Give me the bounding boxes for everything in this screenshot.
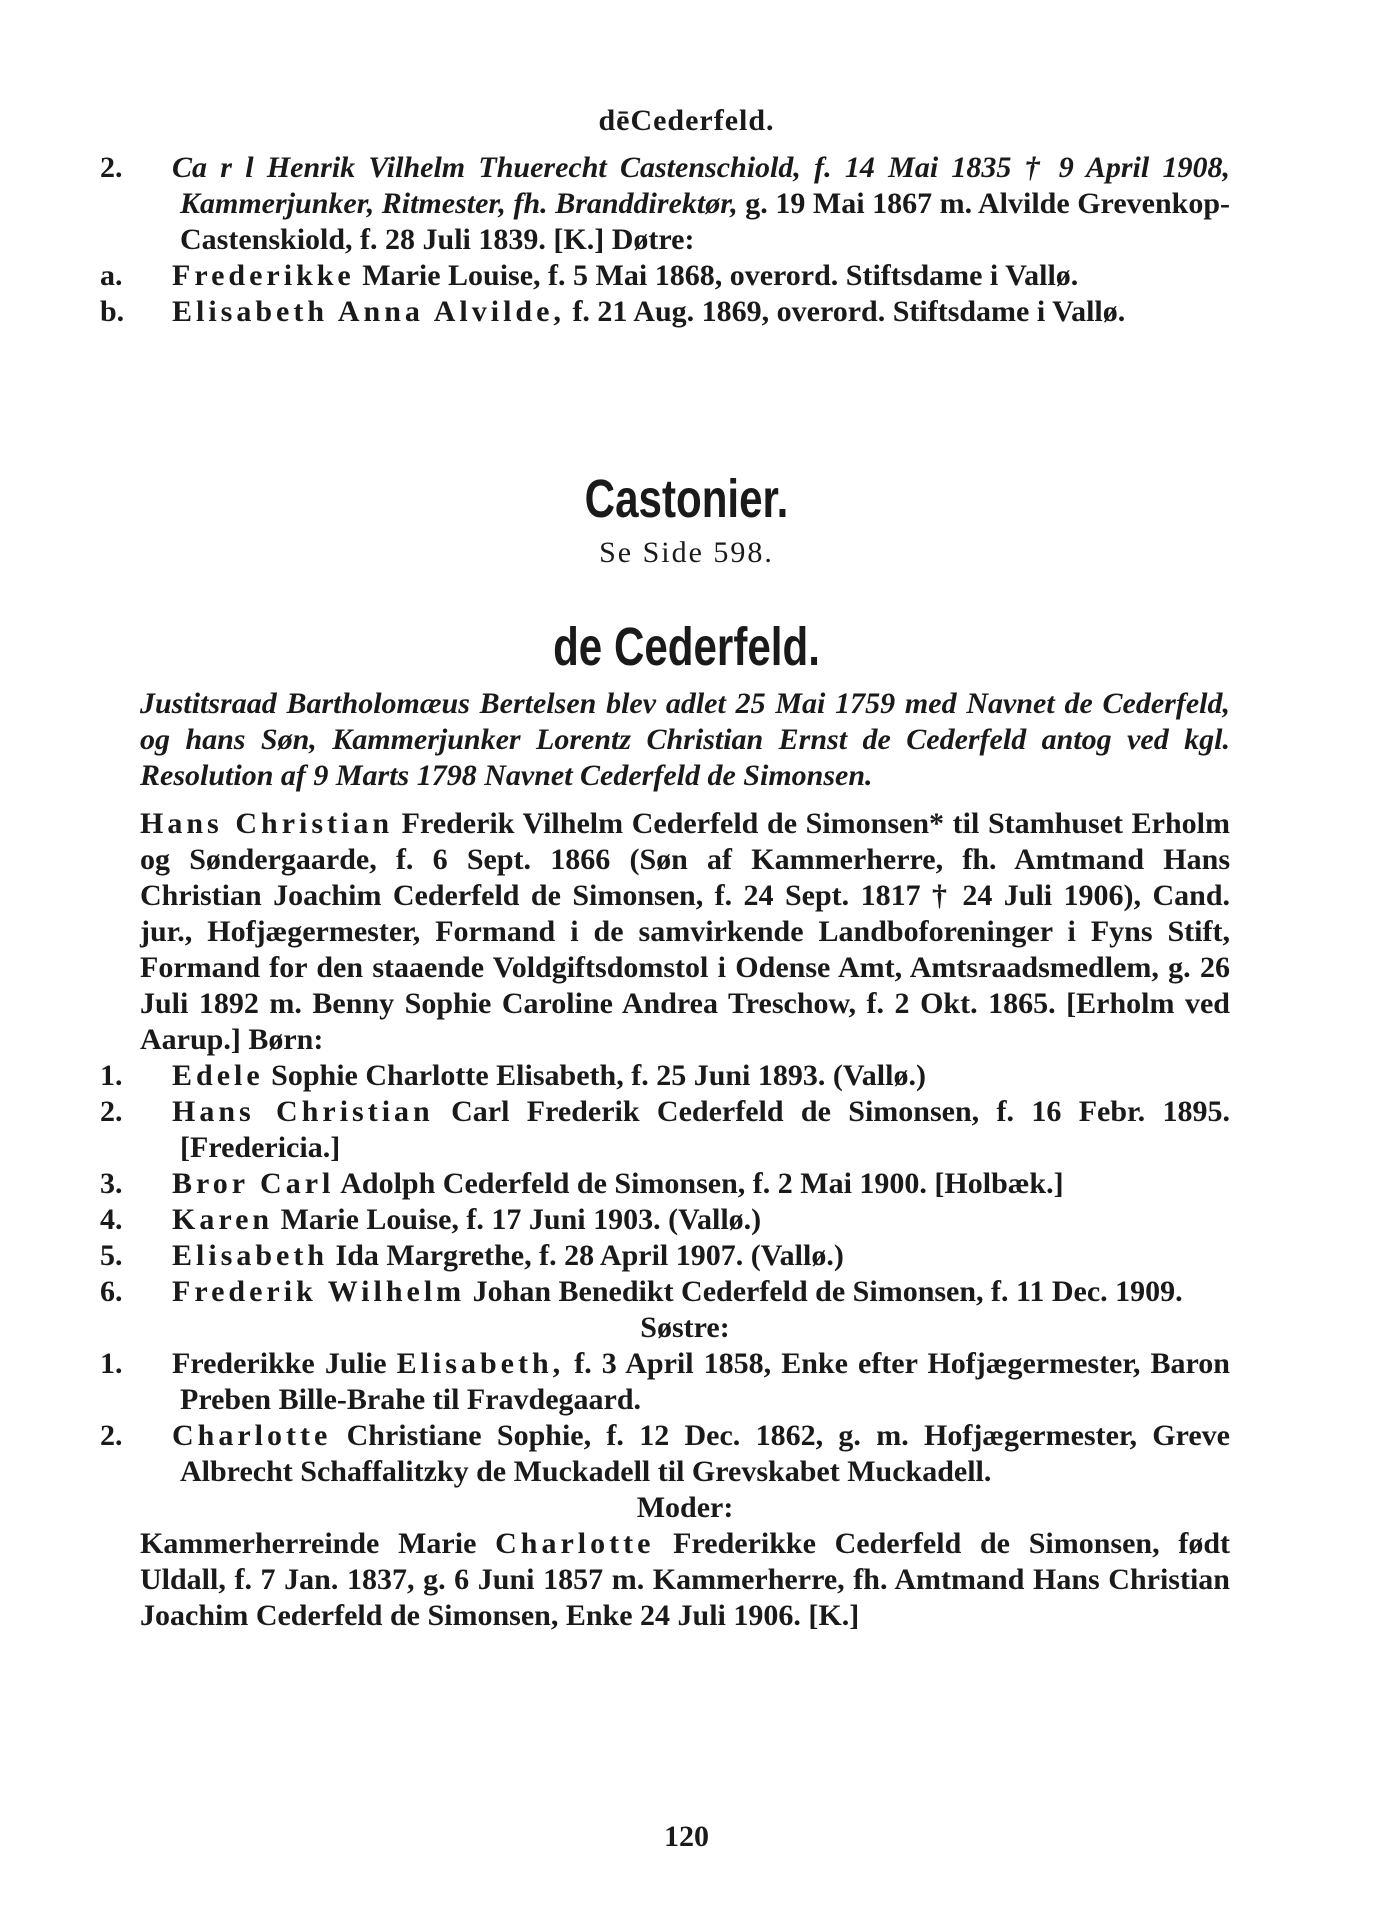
child-text: Johan Benedikt Cederfeld de Simonsen, f. 11 Dec. 1909. bbox=[465, 1275, 1183, 1308]
sisters-heading: Søstre: bbox=[640, 1311, 730, 1344]
child-number: 2. bbox=[100, 1095, 123, 1128]
sister-pre: Frederikke Julie bbox=[172, 1347, 397, 1380]
child-number: 4. bbox=[100, 1203, 123, 1236]
child-name: Karen bbox=[172, 1203, 274, 1236]
entry-italic-text: Ca r l Henrik Vilhelm Thuerecht Castenschiold, f. 14 Mai 1835 † 9 April 1908, Kammerjunker, Ritmester, fh. Branddirektør, bbox=[172, 151, 1230, 220]
main-person-name: Hans Christian bbox=[140, 807, 394, 840]
daughter-b bbox=[100, 294, 1230, 330]
sister-text: Christiane Sophie, f. 12 Dec. 1862, g. m. Hofjægermester, Greve Albrecht Schaffalitzky de Muckadell til Grevskabet Muckadell. bbox=[180, 1419, 1230, 1488]
cederfeld-main-entry bbox=[140, 806, 1230, 1058]
child-name: Bror Carl bbox=[172, 1167, 335, 1200]
sister-name: Elisabeth, bbox=[396, 1347, 565, 1380]
castenschiold-entry bbox=[100, 150, 1230, 330]
daughter-a-num: a. bbox=[100, 259, 123, 292]
main-person-text: Frederik Vilhelm Cederfeld de Simonsen* til Stamhuset Erholm og Søndergaarde, f. 6 Sept. 1866 (Søn af Kammerherre, fh. Amtmand Hans Christian Joachim Cederfeld de Simonsen, f. 24 Sept. 1817 † 24 Juli 1906), Cand. jur., Hofjægermester, Formand i de samvirkende Landboforeninger i Fyns Stift, Formand for den staaende Voldgiftsdomstol i Odense Amt, Amtsraadsmedlem, g. 26 Juli 1892 m. Benny Sophie Caroline Andrea Treschow, f. 2 Okt. 1865. [Erholm ved Aarup.] Børn: bbox=[140, 807, 1230, 1056]
child-name: Edele bbox=[172, 1059, 264, 1092]
children-list bbox=[100, 1058, 1230, 1310]
mother-text: Frederikke Cederfeld de Simonsen, født Uldall, f. 7 Jan. 1837, g. 6 Juni 1857 m. Kammerherre, fh. Amtmand Hans Christian Joachim Cederfeld de Simonsen, Enke 24 Juli 1906. [K.] bbox=[140, 1527, 1230, 1632]
daughter-a bbox=[100, 258, 1230, 294]
castonier-see-reference: Se Side 598. bbox=[599, 536, 774, 569]
daughter-a-text: Marie Louise, f. 5 Mai 1868, overord. Stiftsdame i Vallø. bbox=[354, 259, 1079, 292]
mother-paragraph bbox=[140, 1526, 1230, 1634]
entry-text: g. 19 Mai 1867 m. Alvilde Grevenkop-Castenskiold, f. 28 Juli 1839. [K.] Døtre: bbox=[180, 187, 1230, 256]
castonier-heading: Castonier. bbox=[584, 469, 789, 529]
child-item bbox=[100, 1202, 1230, 1238]
mother-name: Charlotte bbox=[495, 1527, 655, 1560]
cederfeld-section bbox=[100, 686, 1230, 1634]
child-number: 1. bbox=[100, 1059, 123, 1092]
child-item bbox=[100, 1166, 1230, 1202]
page-number: 120 bbox=[664, 1820, 709, 1853]
daughter-b-num: b. bbox=[100, 295, 125, 328]
sister-item bbox=[100, 1418, 1230, 1490]
child-text: Ida Margrethe, f. 28 April 1907. (Vallø.) bbox=[328, 1239, 844, 1272]
sisters-list bbox=[100, 1346, 1230, 1490]
sister-item bbox=[100, 1346, 1230, 1418]
child-name: Frederik Wilhelm bbox=[172, 1275, 466, 1308]
mother-heading: Moder: bbox=[636, 1491, 734, 1524]
child-name: Hans Christian bbox=[172, 1095, 434, 1128]
sister-number: 2. bbox=[100, 1419, 123, 1452]
child-item bbox=[100, 1094, 1230, 1166]
child-name: Elisabeth bbox=[172, 1239, 329, 1272]
child-number: 3. bbox=[100, 1167, 123, 1200]
child-number: 5. bbox=[100, 1239, 123, 1272]
cederfeld-intro: Justitsraad Bartholomæus Bertelsen blev adlet 25 Mai 1759 med Navnet de Cederfeld, og hans Søn, Kammerjunker Lorentz Christian Ernst de Cederfeld antog ved kgl. Resolution af 9 Marts 1798 Navnet Cederfeld de Simonsen. bbox=[140, 687, 1230, 792]
daughter-b-name: Elisabeth Anna Alvilde, bbox=[172, 295, 565, 328]
child-text: Adolph Cederfeld de Simonsen, f. 2 Mai 1900. [Holbæk.] bbox=[334, 1167, 1064, 1200]
child-number: 6. bbox=[100, 1275, 123, 1308]
child-item bbox=[100, 1058, 1230, 1094]
child-text: Marie Louise, f. 17 Juni 1903. (Vallø.) bbox=[273, 1203, 762, 1236]
sister-number: 1. bbox=[100, 1347, 123, 1380]
daughter-a-name: Frederikke bbox=[172, 259, 355, 292]
sister-text: f. 3 April 1858, Enke efter Hofjægermester, Baron Preben Bille-Brahe til Fravdegaard. bbox=[180, 1347, 1230, 1416]
sister-name: Charlotte bbox=[172, 1419, 332, 1452]
mother-pre: Kammerherreinde Marie bbox=[140, 1527, 496, 1560]
daughter-b-text: f. 21 Aug. 1869, overord. Stiftsdame i Vallø. bbox=[564, 295, 1126, 328]
child-text: Sophie Charlotte Elisabeth, f. 25 Juni 1893. (Vallø.) bbox=[263, 1059, 926, 1092]
castenschiold-paragraph bbox=[100, 150, 1230, 258]
running-head: dēCederfeld. bbox=[598, 104, 775, 137]
entry-number: 2. bbox=[100, 151, 123, 184]
child-text: Carl Frederik Cederfeld de Simonsen, f. 16 Febr. 1895. [Fredericia.] bbox=[180, 1095, 1230, 1164]
child-item bbox=[100, 1274, 1230, 1310]
cederfeld-heading: de Cederfeld. bbox=[553, 617, 820, 677]
child-item bbox=[100, 1238, 1230, 1274]
